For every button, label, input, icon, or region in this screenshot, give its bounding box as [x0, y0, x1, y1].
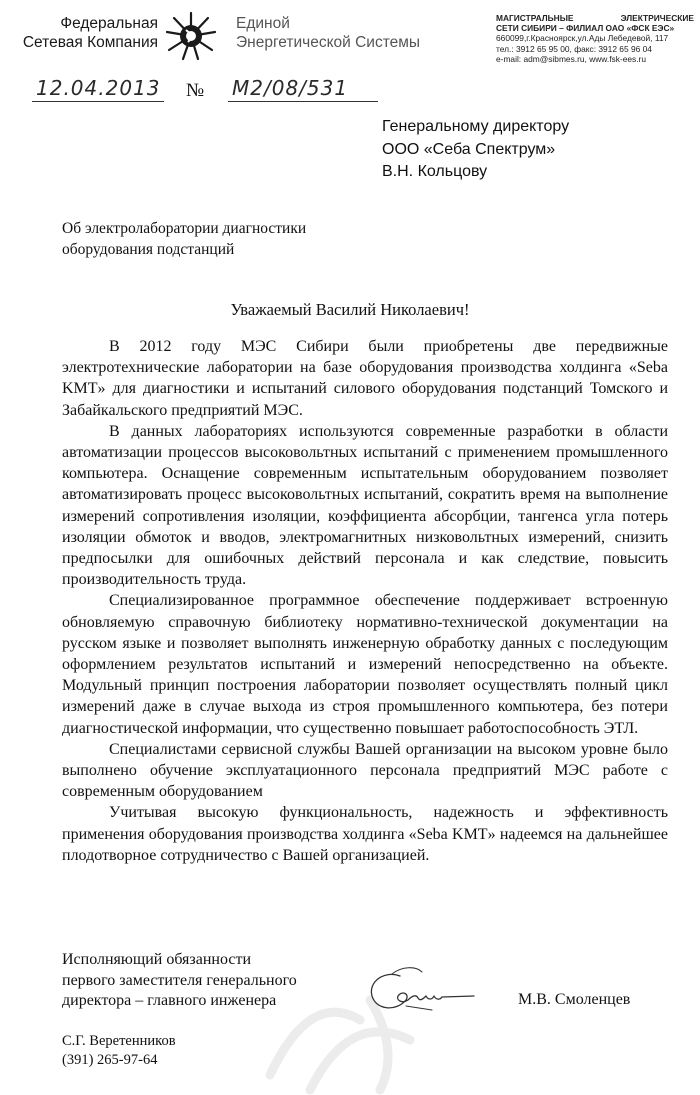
contact-line: e-mail: adm@sibmes.ru, www.fsk-ees.ru	[496, 53, 646, 64]
org-name-left-line: Сетевая Компания	[22, 34, 158, 51]
fsk-ees-logo-icon	[162, 10, 220, 62]
body-paragraph: В 2012 году МЭС Сибири были приобретены две передвижные электротехнические лаборатории на базе оборудования производства холдинга «Seba KMT» для диагностики и испытаний силового оборудования подстанций Томского и Забайкальского предприятий МЭС.	[62, 338, 668, 419]
org-name-left	[18, 14, 158, 52]
body-paragraph: В данных лабораториях используются современные разработки в области автоматизации процессов высоковольтных испытаний с применением промышленного компьютера. Оснащение современным испытательным оборудованием позволяет автоматизировать процесс высоковольтных испытаний, сократить время на выполнение измерений сопротивления изоляции, коэффициента абсорбции, тангенса угла потерь изоляции обмоток и вводов, электромагнитных низковольтных измерений, снизить предпосылки для ошибочных действий персонала и как следствие, повысить производительность труда.	[62, 422, 668, 589]
contact-line: тел.: 3912 65 95 00, факс: 3912 65 96 04	[496, 43, 652, 54]
signatory-title	[62, 950, 362, 1012]
addressee-line: ООО «Себа Спектрум»	[382, 140, 556, 158]
contact-block	[496, 13, 694, 64]
org-name-right-line: Энергетической Системы	[236, 34, 421, 51]
addressee-block	[382, 116, 682, 184]
addressee-line: В.Н. Кольцову	[382, 163, 488, 180]
body-paragraph: Специализированное программное обеспечение поддерживает встроенную обновляемую справочную библиотеку нормативно-технической документации на русском языке и позволяет выполнять инженерную обработку данных с последующим оформлением результатов испытаний и измерений непосредственно на объекте. Модульный принцип построения лаборатории позволяет осуществлять полный цикл измерений даже в случае выхода из строя промышленного компьютера, без потери диагностической информации, что существенно повышает работоспособность ЭТЛ.	[62, 592, 668, 737]
body-paragraph: Специалистами сервисной службы Вашей организации на высоком уровне было выполнено обучение эксплуатационного персонала предприятий МЭС работе с современным оборудованием	[62, 740, 668, 801]
registration-date	[32, 74, 164, 104]
org-name-right	[236, 14, 436, 52]
registration-date-value: 12.04.2013	[36, 76, 161, 100]
signatory-title-line: директора – главного инженера	[62, 992, 277, 1009]
signatory-title-line: первого заместителя генерального	[62, 971, 297, 989]
signatory-name: М.В. Смоленцев	[518, 991, 631, 1008]
org-name-right-line: Единой	[236, 15, 290, 32]
registration-number-sign: №	[186, 80, 205, 101]
contact-line: 660099,г.Красноярск,ул.Ады Лебедевой, 117	[496, 33, 669, 44]
registration-number	[228, 74, 378, 104]
addressee-line: Генеральному директору	[382, 118, 570, 135]
org-name-left-line: Федеральная	[60, 15, 158, 32]
executor-phone: (391) 265-97-64	[62, 1051, 158, 1068]
registration-number-value: М2/08/531	[232, 76, 349, 100]
subject-line: оборудования подстанций	[62, 240, 235, 258]
salutation: Уважаемый Василий Николаевич!	[230, 300, 470, 319]
contact-line: МАГИСТРАЛЬНЫЕ ЭЛЕКТРИЧЕСКИЕ	[496, 13, 694, 23]
signatory-title-line: Исполняющий обязанности	[62, 951, 252, 968]
subject-line: Об электролаборатории диагностики	[62, 220, 307, 237]
executor-block	[62, 1032, 282, 1069]
handwritten-signature-icon	[362, 960, 492, 1020]
body-paragraph: Учитывая высокую функциональность, надежность и эффективность применения оборудования производства холдинга «Seba KMT» надеемся на дальнейшее плодотворное сотрудничество с Вашей организацией.	[62, 804, 668, 864]
subject-block	[62, 219, 382, 260]
contact-line: СЕТИ СИБИРИ – ФИЛИАЛ ОАО «ФСК ЕЭС»	[496, 23, 675, 34]
executor-name: С.Г. Веретенников	[62, 1033, 176, 1049]
letter-body	[62, 336, 668, 866]
